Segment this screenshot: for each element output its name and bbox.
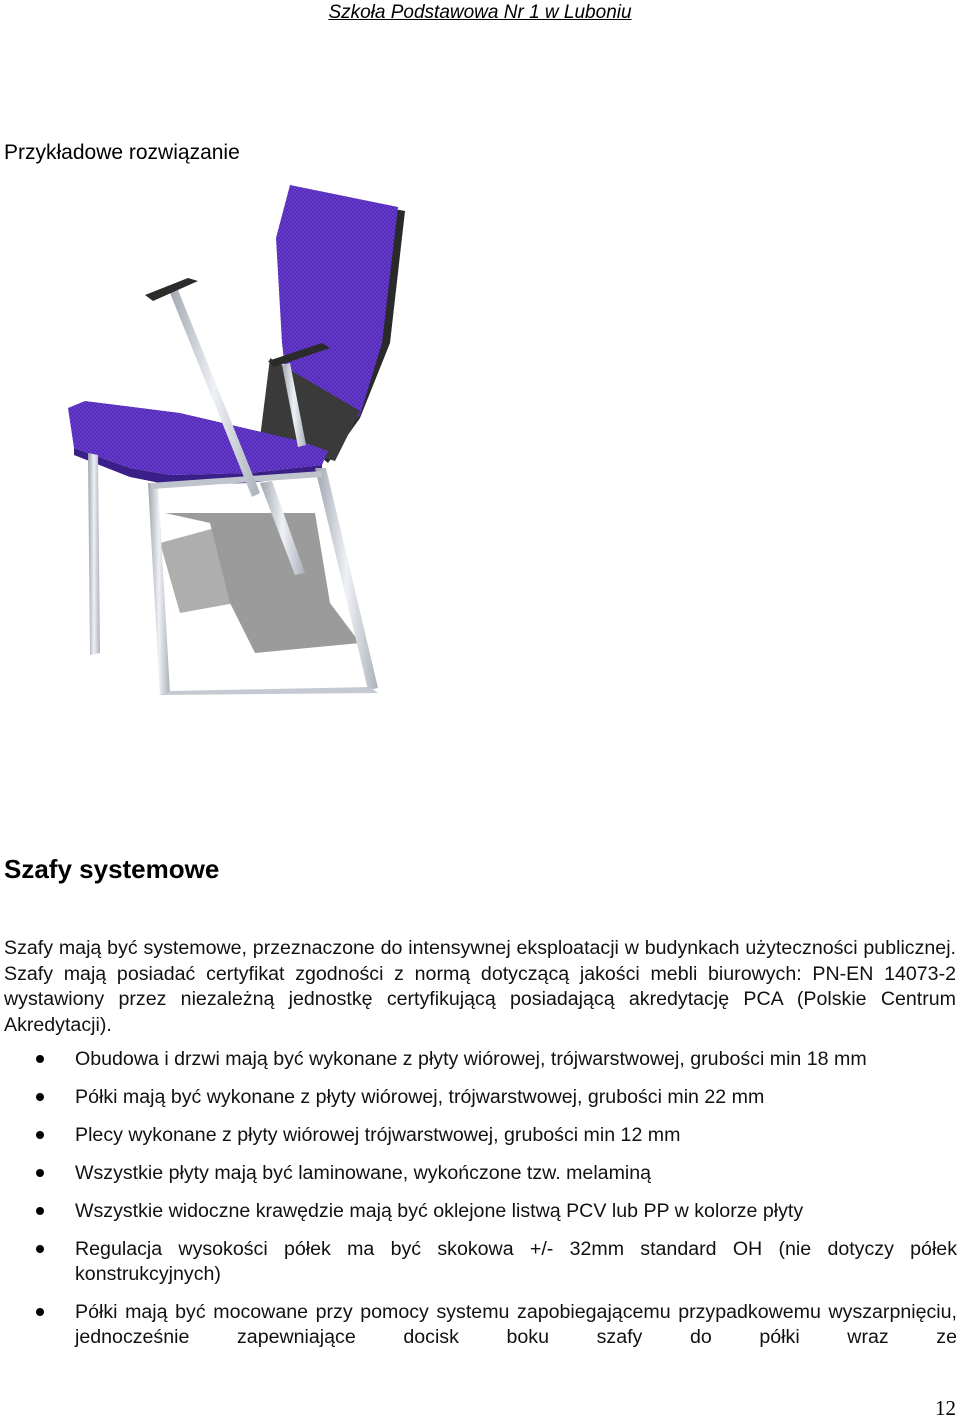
bullet-icon	[36, 1245, 44, 1253]
list-item-text: Półki mają być mocowane przy pomocy systemu zapobiegającemu przypadkowemu wyszarpnięciu, jednocześnie zapewniające docisk boku szafy do półki wraz ze	[75, 1301, 957, 1348]
bullet-icon	[36, 1207, 44, 1215]
bullet-icon	[36, 1131, 44, 1139]
list-item-text: Półki mają być wykonane z płyty wiórowej, trójwarstwowej, grubości min 22 mm	[75, 1086, 765, 1108]
list-item-text: Obudowa i drzwi mają być wykonane z płyty wiórowej, trójwarstwowej, grubości min 18 mm	[75, 1048, 867, 1070]
bullet-icon	[36, 1055, 44, 1063]
list-item	[0, 1161, 957, 1186]
list-item	[0, 1123, 957, 1148]
section-title: Szafy systemowe	[4, 854, 220, 884]
list-item	[0, 1199, 957, 1224]
bullet-icon	[36, 1093, 44, 1101]
list-item-text: Regulacja wysokości półek ma być skokowa +/- 32mm standard OH (nie dotyczy półek konstrukcyjnych)	[75, 1238, 957, 1285]
chair-leg	[88, 453, 100, 655]
list-item	[0, 1047, 957, 1072]
figure-caption: Przykładowe rozwiązanie	[4, 141, 240, 164]
list-item-text: Wszystkie płyty mają być laminowane, wykończone tzw. melaminą	[75, 1162, 652, 1184]
office-chair-illustration	[60, 183, 430, 723]
bullet-icon	[36, 1308, 44, 1316]
page-number: 12	[935, 1396, 956, 1420]
list-item-text: Wszystkie widoczne krawędzie mają być oklejone listwą PCV lub PP w kolorze płyty	[75, 1200, 804, 1222]
chair-leg	[148, 483, 170, 695]
list-item	[0, 1237, 957, 1287]
page-header: Szkoła Podstawowa Nr 1 w Luboniu	[328, 2, 632, 23]
list-item-text: Plecy wykonane z płyty wiórowej trójwarstwowej, grubości min 12 mm	[75, 1124, 681, 1146]
chair-armrest	[145, 278, 198, 301]
requirements-list	[0, 1047, 960, 1363]
section-paragraph: Szafy mają być systemowe, przeznaczone do intensywnej eksploatacji w budynkach użyteczności publicznej. Szafy mają posiadać certyfikat zgodności z normą dotyczącą jakości mebli biurowych: PN-EN 14073-2 wystawiony przez niezależną jednostkę certyfikującą posiadającą akredytację PCA (Polskie Centrum Akredytacji).	[4, 937, 956, 1037]
chair-leg	[160, 687, 378, 695]
list-item	[0, 1300, 957, 1350]
list-item	[0, 1085, 957, 1110]
bullet-icon	[36, 1169, 44, 1177]
